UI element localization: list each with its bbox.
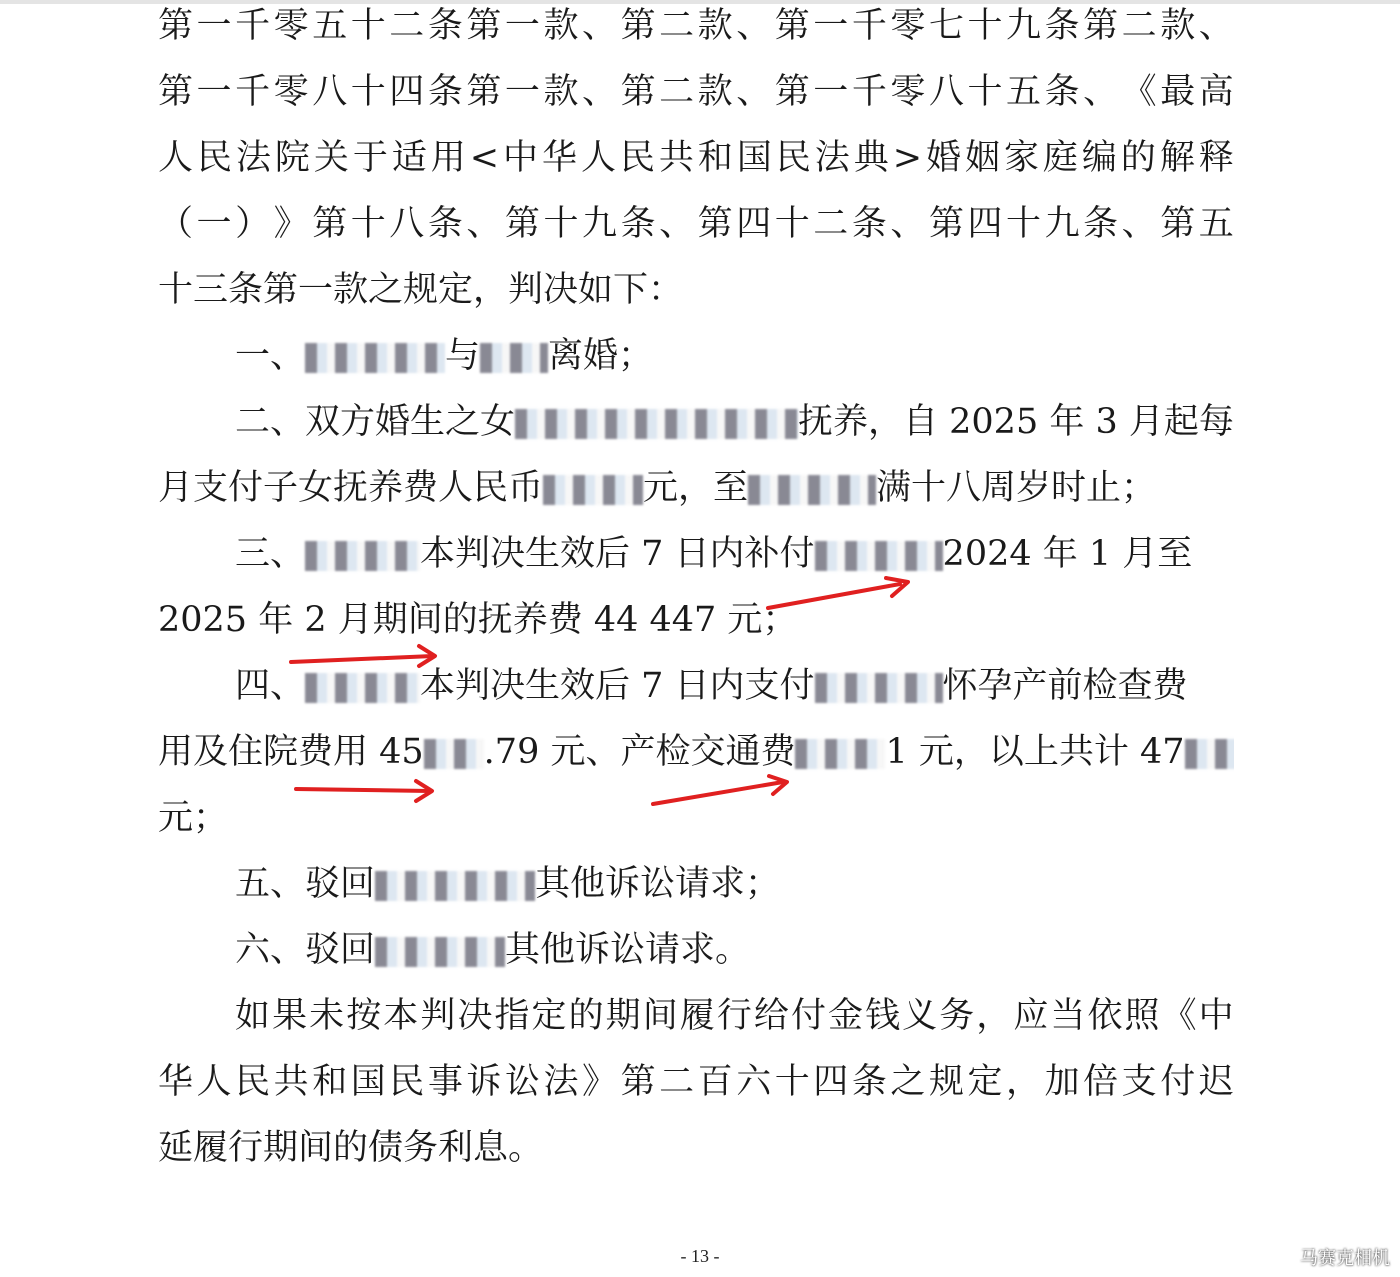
judgment-item-2-line-2 [158, 466, 1234, 514]
item-6-prefix: 六、驳回 [235, 930, 376, 970]
red-arrow-icon [285, 640, 445, 674]
page-number: - 13 - [680, 1246, 720, 1266]
redacted-amount [1185, 739, 1234, 769]
watermark: 马赛克相机 [1300, 1248, 1390, 1269]
redacted-name [375, 937, 505, 967]
redacted-name [305, 541, 420, 571]
redacted-amount [424, 739, 484, 769]
text-line-4: （ 一 ） 》 第 十 八 条 、 第 十 九 条 、 第 四 十 二 条 、 第 四 十 九 条 、 第 五 [158, 204, 1234, 244]
closing-line-2: 华 人 民 共 和 国 民 事 诉 讼 法 》 第 二 百 六 十 四 条 之 规 定 ， 加 倍 支 付 迟 [158, 1062, 1234, 1102]
item-3-prefix: 三、 [235, 534, 306, 574]
closing-line-3-content: 延履行期间的债务利息。 [158, 1128, 544, 1168]
item-1-prefix: 一、 [235, 336, 306, 376]
judgment-item-6 [235, 928, 1234, 976]
judgment-item-1 [235, 334, 1234, 382]
text-line-2: 第 一 千 零 八 十 四 条 第 一 款 、 第 二 款 、 第 一 千 零 八 十 五 条 、 《 最 高 [158, 72, 1234, 112]
item-3-a: 本判决生效后 7 日内补付 [420, 534, 815, 574]
item-2-line-2-a: 月支付子女抚养费人民币 [158, 468, 544, 508]
redacted-name [305, 673, 420, 703]
item-1-and: 与 [445, 336, 481, 376]
item-3-line-2-content: 2025 年 2 月期间的抚养费 44 447 元； [158, 600, 798, 640]
closing-line-3 [158, 1126, 1234, 1174]
redacted-name [375, 871, 535, 901]
red-arrow-icon [760, 570, 920, 620]
text-line-1: 第 一 千 零 五 十 二 条 第 一 款 、 第 二 款 、 第 一 千 零 七 十 九 条 第 二 款 、 [158, 6, 1234, 46]
item-6-suffix: 其他诉讼请求。 [505, 930, 751, 970]
item-4-prefix: 四、 [235, 666, 306, 706]
item-2-line-2-c: 满十八周岁时止； [876, 468, 1157, 508]
item-5-suffix: 其他诉讼请求； [535, 864, 781, 904]
item-4-line-2-b: .79 元、产检交通费 [483, 732, 796, 772]
closing-line-1: 如 果 未 按 本 判 决 指 定 的 期 间 履 行 给 付 金 钱 义 务 ， 应 当 依 照 《 中 [235, 996, 1234, 1036]
item-2-line-2-b: 元，至 [643, 468, 749, 508]
redacted-name [515, 409, 798, 439]
judgment-item-2-line-1 [235, 400, 1234, 448]
item-3-b: 2024 年 1 月至 [942, 534, 1193, 574]
item-4-b: 怀孕产前检查费 [942, 666, 1188, 706]
redacted-amount [795, 739, 885, 769]
item-2-prefix: 二、双方婚生之女 [235, 402, 516, 442]
judgment-item-3-line-2 [158, 598, 1234, 646]
judgment-item-3-line-1 [235, 532, 1234, 580]
red-arrow-icon [645, 770, 795, 810]
redacted-name [305, 343, 445, 373]
item-4-line-2-a: 用及住院费用 45 [158, 732, 424, 772]
redacted-amount [543, 475, 643, 505]
item-1-suffix: 离婚； [548, 336, 654, 376]
item-4-line-3-content: 元； [158, 798, 229, 838]
red-arrow-icon [290, 775, 440, 807]
item-4-line-2-c: 1 元，以上共计 47 [885, 732, 1185, 772]
redacted-name [748, 475, 876, 505]
redacted-name [815, 673, 943, 703]
item-5-prefix: 五、驳回 [235, 864, 376, 904]
text-line-5 [158, 268, 1234, 316]
redacted-name [480, 343, 548, 373]
item-2-rest: 抚养，自 2025 年 3 月起每 [798, 402, 1234, 442]
judgment-item-5 [235, 862, 1234, 910]
item-4-a: 本判决生效后 7 日内支付 [420, 666, 815, 706]
redacted-name [815, 541, 943, 571]
text-line-3: 人 民 法 院 关 于 适 用 < 中 华 人 民 共 和 国 民 法 典 > 婚 姻 家 庭 编 的 解 释 [158, 138, 1234, 178]
text-line-5-content: 十三条第一款之规定，判决如下： [158, 270, 684, 310]
